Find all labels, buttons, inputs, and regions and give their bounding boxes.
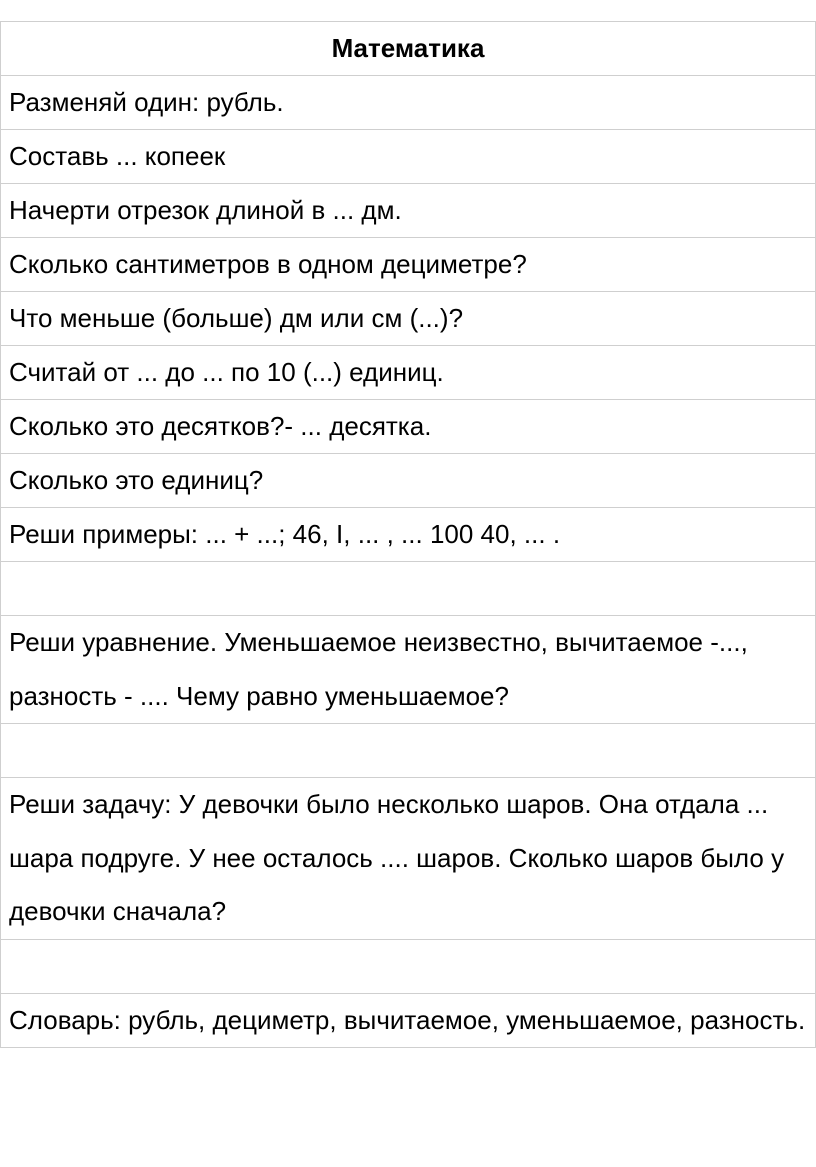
table-row-blank	[1, 724, 815, 778]
table-row-exchange-ruble: Разменяй один: рубль.	[1, 76, 815, 130]
table-row-vocabulary: Словарь: рубль, дециметр, вычитаемое, уменьшаемое, разность.	[1, 994, 815, 1049]
table-header: Математика	[1, 22, 815, 76]
table-row-make-kopecks: Составь ... копеек	[1, 130, 815, 184]
table-row-how-many-units: Сколько это единиц?	[1, 454, 815, 508]
math-worksheet-table	[0, 21, 816, 1048]
table-row-draw-segment: Начерти отрезок длиной в ... дм.	[1, 184, 815, 238]
table-row-solve-examples: Реши примеры: ... + ...; 46, I, ... , ... 100 40, ... .	[1, 508, 815, 562]
table-row-count-by-ten: Считай от ... до ... по 10 (...) единиц.	[1, 346, 815, 400]
table-row-solve-problem: Реши задачу: У девочки было несколько шаров. Она отдала ... шара подруге. У нее осталось .... шаров. Сколько шаров было у девочки сначала?	[1, 778, 815, 940]
table-row-blank	[1, 940, 815, 994]
table-row-compare-units: Что меньше (больше) дм или см (...)?	[1, 292, 815, 346]
table-row-cm-in-dm: Сколько сантиметров в одном дециметре?	[1, 238, 815, 292]
table-row-solve-equation: Реши уравнение. Уменьшаемое неизвестно, вычитаемое -..., разность - .... Чему равно уменьшаемое?	[1, 616, 815, 724]
table-row-how-many-tens: Сколько это десятков?- ... десятка.	[1, 400, 815, 454]
table-row-blank	[1, 562, 815, 616]
